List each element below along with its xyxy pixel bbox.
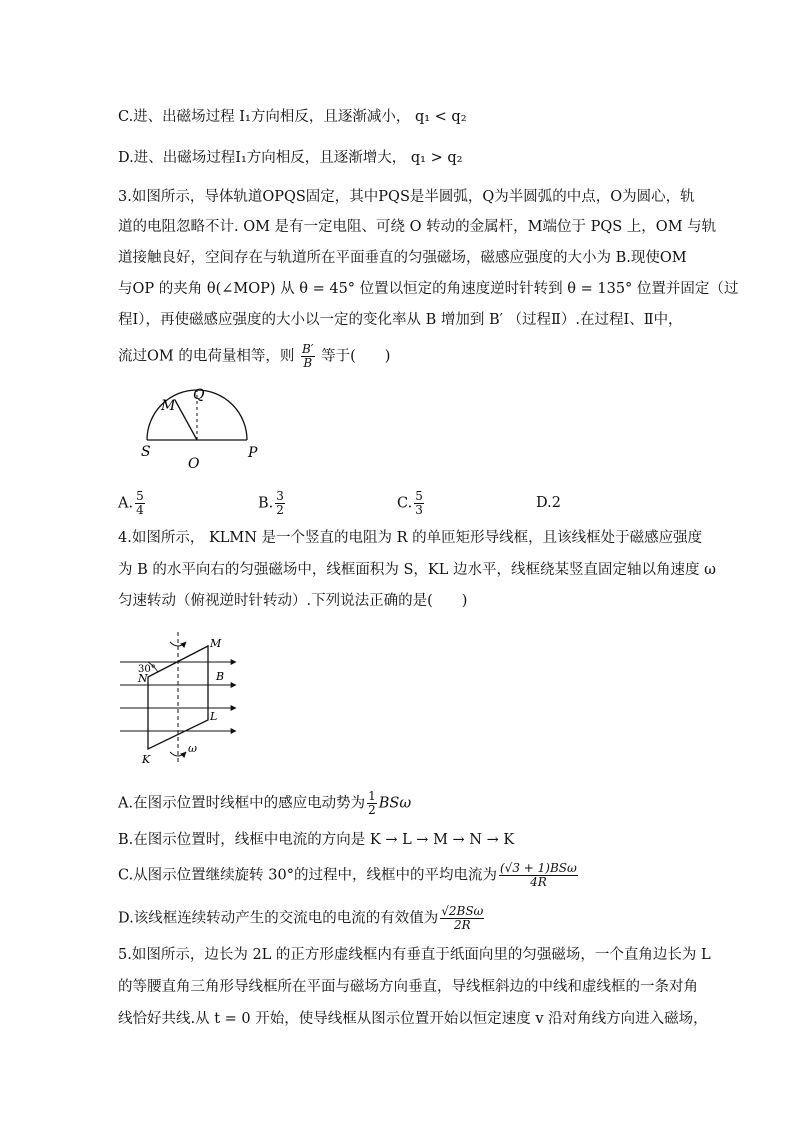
q4-option-c-num: (√3 + 1)BSω bbox=[500, 861, 577, 875]
q3-option-c-num: 5 bbox=[415, 489, 423, 503]
q3-label-s: S bbox=[141, 444, 151, 460]
q4-label-k: K bbox=[142, 753, 151, 766]
q4-line-2: 为 B 的水平向右的匀强磁场中，线框面积为 S，KL 边水平，线框绕某竖直固定轴以角速度 ω bbox=[118, 562, 716, 578]
q3-line-5: 程Ⅰ），再使磁感应强度的大小以一定的变化率从 B 增加到 B′ （过程Ⅱ）.在过程Ⅰ、Ⅱ中， bbox=[118, 312, 683, 328]
q5-line-3: 线恰好共线.从 t = 0 开始，使导线框从图示位置开始以恒定速度 v 沿对角线方向进入磁场， bbox=[118, 1011, 708, 1027]
q2-option-d: D.进、出磁场过程I₁方向相反，且逐渐增大， q₁ > q₂ bbox=[118, 150, 463, 166]
q3-label-m: M bbox=[161, 398, 176, 414]
q3-fraction bbox=[301, 343, 315, 370]
q4-figure bbox=[118, 622, 253, 772]
q3-fraction-den: B bbox=[303, 356, 313, 370]
q3-option-b-letter: B. bbox=[258, 495, 274, 512]
q4-option-a-den: 2 bbox=[368, 803, 376, 817]
q3-line-3: 道接触良好，空间存在与轨道所在平面垂直的匀强磁场，磁感应强度的大小为 B.现使OM bbox=[118, 250, 687, 266]
q3-figure bbox=[135, 380, 275, 470]
q4-option-d bbox=[118, 905, 486, 932]
q3-label-q: Q bbox=[193, 387, 205, 403]
q4-line-3: 匀速转动（俯视逆时针转动）.下列说法正确的是( ) bbox=[118, 593, 468, 609]
q4-label-angle: 30° bbox=[138, 664, 156, 675]
q3-option-b-num: 3 bbox=[276, 489, 284, 503]
q3-option-a-frac bbox=[135, 490, 145, 517]
q3-line-6-text: 流过OM 的电荷量相等，则 bbox=[118, 348, 295, 365]
q3-option-d-letter: D. bbox=[536, 495, 552, 511]
q3-option-d-value: 2 bbox=[551, 495, 561, 511]
q3-fraction-num: B′ bbox=[301, 342, 314, 356]
q3-line-2: 道的电阻忽略不计. OM 是有一定电阻、可绕 O 转动的金属杆，M端位于 PQS 上，OM 与轨 bbox=[118, 219, 717, 235]
q3-rod-om bbox=[175, 400, 197, 440]
q3-option-b-den: 2 bbox=[276, 503, 284, 517]
q4-label-b: B bbox=[216, 670, 225, 683]
q4-option-d-num: √2BSω bbox=[441, 904, 484, 918]
q3-option-b bbox=[258, 490, 287, 517]
q3-option-c-letter: C. bbox=[397, 495, 413, 512]
q3-option-a-num: 5 bbox=[136, 489, 144, 503]
q4-option-a-tail: BSω bbox=[378, 795, 412, 812]
q4-option-a bbox=[118, 790, 411, 817]
q4-label-m: M bbox=[210, 637, 222, 650]
q3-option-a-letter: A. bbox=[118, 495, 134, 512]
q3-option-a bbox=[118, 490, 147, 517]
q4-label-l: L bbox=[210, 710, 218, 723]
q3-label-p: P bbox=[248, 445, 258, 461]
q3-line-4: 与OP 的夹角 θ(∠MOP) 从 θ = 45° 位置以恒定的角速度逆时针转到 θ = 135° 位置并固定（过 bbox=[118, 281, 739, 297]
q4-option-d-text: D.该线框连续转动产生的交流电的电流的有效值为 bbox=[118, 910, 439, 927]
q3-option-d bbox=[536, 493, 561, 513]
q4-option-a-frac bbox=[367, 790, 377, 817]
q3-label-o: O bbox=[188, 456, 200, 470]
q3-option-a-den: 4 bbox=[136, 503, 144, 517]
q4-option-d-frac bbox=[440, 905, 484, 932]
q3-line-6-tail: 等于( ) bbox=[321, 348, 391, 365]
q4-option-c-den: 4R bbox=[530, 875, 547, 889]
q4-option-c-frac bbox=[499, 862, 578, 889]
q3-line-6 bbox=[118, 343, 390, 370]
q4-label-n: N bbox=[138, 672, 148, 685]
q3-option-c-frac bbox=[414, 490, 424, 517]
q4-line-1: 4.如图所示， KLMN 是一个竖直的电阻为 R 的单匝矩形导线框，且该线框处于磁感应强度 bbox=[118, 530, 703, 546]
q4-option-a-num: 1 bbox=[368, 789, 376, 803]
q5-line-2: 的等腰直角三角形导线框所在平面与磁场方向垂直，导线框斜边的中线和虚线框的一条对角 bbox=[118, 979, 698, 995]
q4-option-a-text: A.在图示位置时线框中的感应电动势为 bbox=[118, 795, 366, 812]
q3-option-c bbox=[397, 490, 426, 517]
q4-label-omega: ω bbox=[188, 742, 197, 755]
q4-option-c bbox=[118, 862, 580, 889]
q3-option-c-den: 3 bbox=[415, 503, 423, 517]
q4-option-b: B.在图示位置时，线框中电流的方向是 K → L → M → N → K bbox=[118, 832, 515, 848]
q3-option-b-frac bbox=[275, 490, 285, 517]
q3-line-1: 3.如图所示，导体轨道OPQS固定，其中PQS是半圆弧，Q为半圆弧的中点，O为圆心，轨 bbox=[118, 189, 695, 205]
q2-option-c: C.进、出磁场过程 I₁方向相反，且逐渐减小， q₁ < q₂ bbox=[118, 109, 467, 125]
q5-line-1: 5.如图所示，边长为 2L 的正方形虚线框内有垂直于纸面向里的匀强磁场，一个直角边长为 L bbox=[118, 947, 711, 963]
q4-option-c-text: C.从图示位置继续旋转 30°的过程中，线框中的平均电流为 bbox=[118, 867, 497, 884]
q4-option-d-den: 2R bbox=[453, 918, 471, 932]
